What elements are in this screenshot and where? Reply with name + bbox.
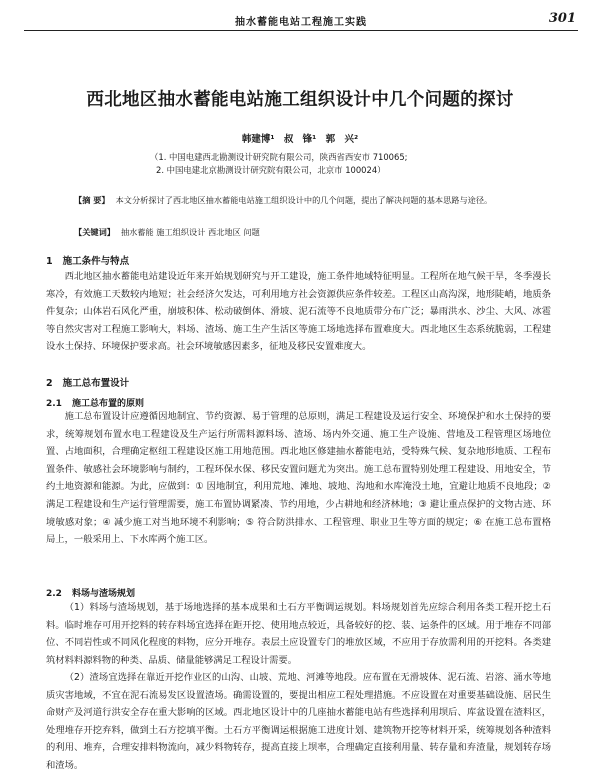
abstract-label: 【摘 要】 xyxy=(74,195,110,205)
keywords-text: 抽水蓄能 施工组织设计 西北地区 问题 xyxy=(120,227,260,237)
section-2-2-title: 料场与渣场规划 xyxy=(71,589,135,599)
author-line: 韩建博¹ 叔 锋¹ 郭 兴² xyxy=(241,134,359,145)
affiliation-2: 2. 中国电建北京勘测设计研究院有限公司，北京市 100024） xyxy=(156,165,386,175)
section-2-2-paragraph-2: （2）渣场宜选择在靠近开挖作业区的山沟、山坡、荒地、河滩等地段。应布置在无滑坡体、泥石流、岩溶、涌水等地质灾害地域，不宜在泥石流易发区设置渣场。确需设置的，要提出相应工程处理措施。不应设置在对重要基础设施、居民生命财产及河道行洪安全存在重大影响的区域。西北地区设计中的几座抽水蓄能电站有些选择利用坝后、库盆设置在渣料区，处理堆存开挖弃料，做到土石方挖填平衡。土石方平衡调运根据施工进度计划、建筑物开挖等材料开采，统筹规划各种渣料的利用、堆弃，合理安排料物流向，减少料物转存，提高直接上坝率，合理确定直接利用量、转存量和弃渣量，规划转存场和渣场。 xyxy=(46,672,551,771)
section-1-number: 1 xyxy=(46,256,53,267)
section-2-2-heading xyxy=(46,586,135,599)
section-1-title: 施工条件与特点 xyxy=(62,256,130,267)
running-title: 抽水蓄能电站工程施工实践 xyxy=(235,17,367,28)
section-2-2-number: 2.2 xyxy=(46,589,62,599)
running-header xyxy=(24,10,578,31)
section-2-heading xyxy=(46,375,129,389)
paper-title: 西北地区抽水蓄能电站施工组织设计中几个问题的探讨 xyxy=(86,90,514,110)
keywords xyxy=(74,227,529,238)
affiliation-1: （1. 中国电建西北勘测设计研究院有限公司，陕西省西安市 710065; xyxy=(150,152,408,162)
page-number: 301 xyxy=(548,11,576,26)
section-2-1-paragraph: 施工总布置设计应遵循因地制宜、节约资源、易于管理的总原则，满足工程建设及运行安全、环境保护和水土保持的要求，统筹规划布置水电工程建设及生产运行所需料源料场、渣场、场内外交通、施工生产设施、营地及工程管理区场地位置、占地面积，合理确定枢纽工程建设区施工用地范围。西北地区修建抽水蓄能电站，受特殊气候、复杂地形地质、工程布置条件、敏感社会环境影响与制约，工程环保水保、移民安置问题尤为突出。施工总布置特别处理工程建设、用地安全，节约土地资源和能源。为此，应做到：① 因地制宜，利用荒地、滩地、坡地、沟地和水库淹没土地，宜避让地质不良地段；② 满足工程建设和生产运行管理需要，施工布置协调紧凑、节约用地，少占耕地和经济林地；③ 避让重点保护的文物古迹、环境敏感对象；④ 减少施工对当地环境不利影响；⑤ 符合防洪排水、工程管理、职业卫生等方面的规定；⑥ 在施工总布置格局上，一般采用上、下水库两个施工区。 xyxy=(46,411,551,546)
keywords-label: 【关键词】 xyxy=(74,227,115,237)
section-2-1-title: 施工总布置的原则 xyxy=(71,399,144,409)
section-2-title: 施工总布置设计 xyxy=(62,378,130,389)
abstract xyxy=(74,192,529,208)
section-2-2-paragraph-1: （1）料场与渣场规划，基于场地选择的基本成果和土石方平衡调运规划。料场规划首先应综合利用各类工程开挖土石料。临时堆存可用开挖料的转存料场宜选择在距开挖、使用地点较近，具备较好的挖、装、运条件的区域。用于堆存不同部位、不同岩性或不同风化程度的料物，应分开堆存。表层土应设置专门的堆放区域，不应用于存放需利用的开挖料。各类建筑材料料源料物的种类、品质、储量能够满足工程设计需要。 xyxy=(46,602,551,666)
abstract-text: 本文分析探讨了西北地区抽水蓄能电站施工组织设计中的几个问题，提出了解决问题的基本思路与途径。 xyxy=(115,195,493,205)
section-2-number: 2 xyxy=(46,378,53,389)
section-1-heading xyxy=(46,253,129,267)
section-2-1-number: 2.1 xyxy=(46,399,62,409)
section-1-paragraph: 西北地区抽水蓄能电站建设近年来开始规划研究与开工建设，施工条件地域特征明显。工程所在地气候干旱，冬季漫长寒冷，有效施工天数较内地短；社会经济欠发达，可利用地方社会资源供应条件较差。工程区山高沟深，地形陡峭，地质条件复杂；山体岩石风化严重，崩坡积体、松动破倒体、滑坡、泥石流等不良地质带分布广泛；暴雨洪水、沙尘、大风、冰雹等自然灾害对工程施工影响大，料场、渣场、施工生产生活区等施工场地选择布置难度大。西北地区生态系统脆弱，工程建设水土保持、环境保护要求高。社会环境敏感因素多，征地及移民安置难度大。 xyxy=(46,271,551,353)
